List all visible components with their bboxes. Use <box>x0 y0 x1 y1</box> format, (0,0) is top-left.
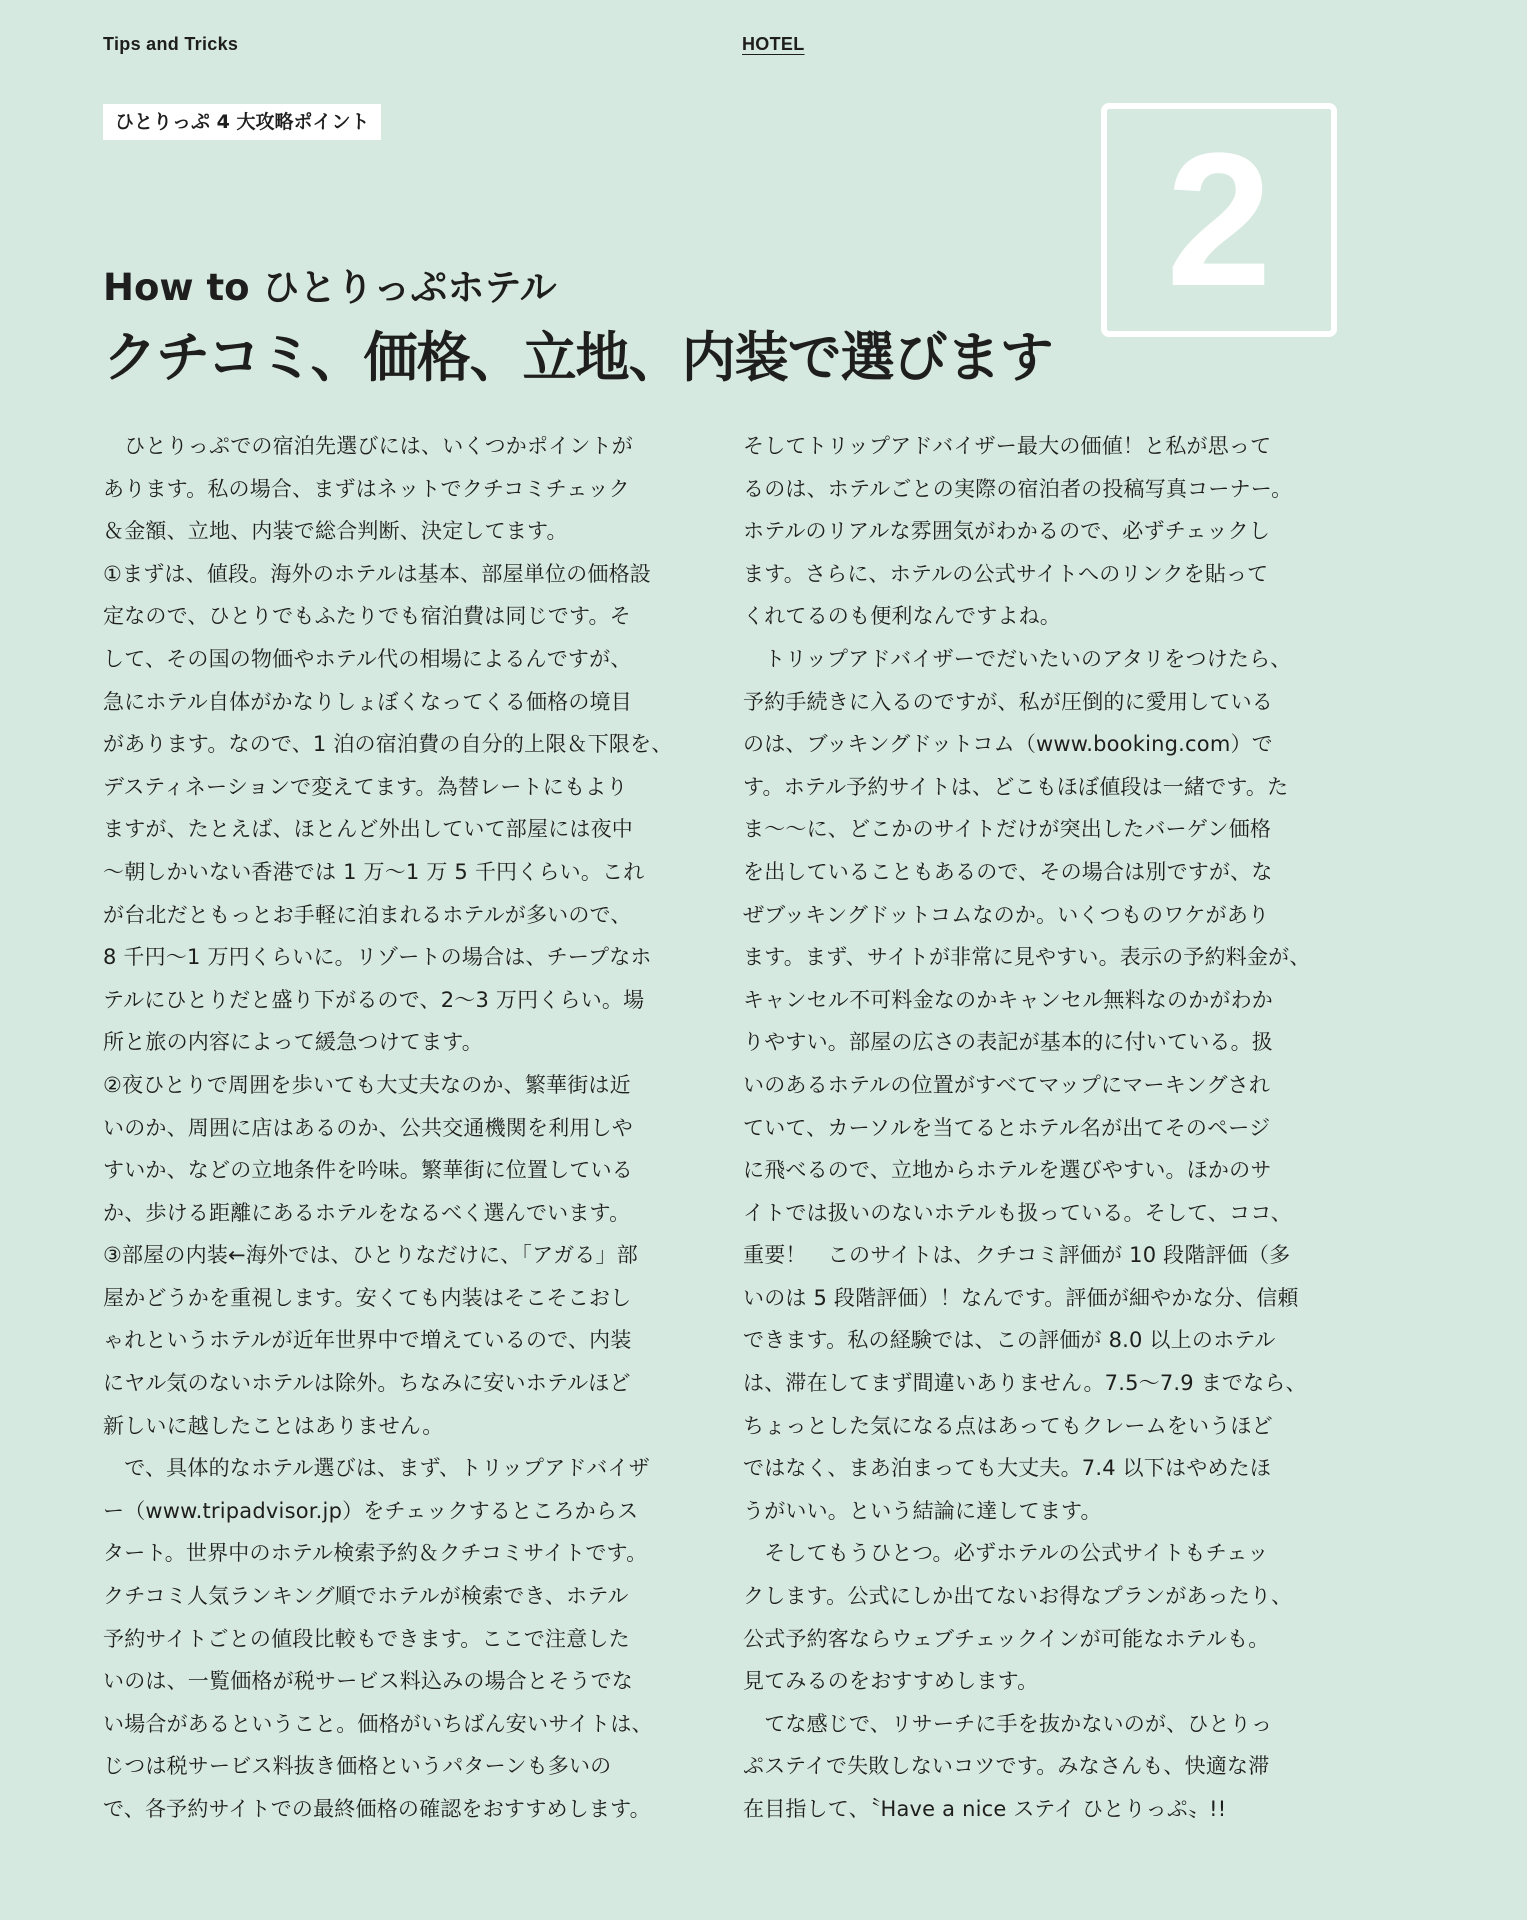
body-line: す。ホテル予約サイトは、どこもほぼ値段は一緒です。た <box>743 774 1289 799</box>
body-line: いのは 5 段階評価）！なんです。評価が細やかな分、信頼 <box>743 1285 1299 1310</box>
body-line: そしてもうひとつ。必ずホテルの公式サイトもチェッ <box>743 1541 1269 1566</box>
body-line: ますが、たとえば、ほとんど外出していて部屋には夜中 <box>103 817 633 842</box>
body-line: ま～～に、どこかのサイトだけが突出したバーゲン価格 <box>743 817 1272 842</box>
body-line: うがいい。という結論に達してます。 <box>743 1498 1102 1523</box>
body-column-right <box>743 425 1353 1831</box>
body-line: ー（www.tripadvisor.jp）をチェックするところからス <box>103 1498 639 1523</box>
body-line: ＆金額、立地、内装で総合判断、決定してます。 <box>103 519 568 544</box>
body-line: トリップアドバイザーでだいたいのアタリをつけたら、 <box>743 646 1292 671</box>
body-line: ぜブッキングドットコムなのか。いくつものワケがあり <box>743 902 1270 927</box>
body-line: いのは、一覧価格が税サービス料込みの場合とそうでな <box>103 1669 633 1694</box>
body-line: てな感じで、リサーチに手を抜かないのが、ひとりっ <box>743 1711 1273 1736</box>
body-line: ちょっとした気になる点はあってもクレームをいうほど <box>743 1413 1273 1438</box>
body-line: があります。なので、1 泊の宿泊費の自分的上限＆下限を、 <box>103 732 673 757</box>
body-line: 見てみるのをおすすめします。 <box>743 1669 1039 1694</box>
body-line: で、各予約サイトでの最終価格の確認をおすすめします。 <box>103 1797 651 1821</box>
body-line: い場合があるということ。価格がいちばん安いサイトは、 <box>103 1711 653 1736</box>
body-line: るのは、ホテルごとの実際の宿泊者の投稿写真コーナー。 <box>743 476 1293 501</box>
body-line: できます。私の経験では、この評価が 8.0 以上のホテル <box>743 1328 1276 1353</box>
body-line: が台北だともっとお手軽に泊まれるホテルが多いので、 <box>103 902 632 927</box>
article-title: クチコミ、価格、立地、内装で選びます <box>103 326 1053 389</box>
body-line: か、歩ける距離にあるホテルをなるべく選んでいます。 <box>103 1200 631 1225</box>
body-line: テルにひとりだと盛り下がるので、2～3 万円くらい。場 <box>103 987 645 1012</box>
body-line: ①まずは、値段。海外のホテルは基本、部屋単位の価格設 <box>103 561 651 586</box>
body-line: タート。世界中のホテル検索予約＆クチコミサイトです。 <box>103 1541 648 1566</box>
body-line: 新しいに越したことはありません。 <box>103 1413 444 1438</box>
point-number-box <box>1101 103 1337 337</box>
body-line: 予約サイトごとの値段比較もできます。ここで注意した <box>103 1626 630 1651</box>
body-line: 公式予約客ならウェブチェックインが可能なホテルも。 <box>743 1626 1270 1651</box>
body-line: じつは税サービス料抜き価格というパターンも多いの <box>103 1754 612 1779</box>
body-line: ひとりっぷでの宿泊先選びには、いくつかポイントが <box>103 434 633 458</box>
section-label: Tips and Tricks <box>103 34 239 54</box>
body-line: 定なので、ひとりでもふたりでも宿泊費は同じです。そ <box>103 604 631 629</box>
body-line: クします。公式にしか出てないお得なプランがあったり、 <box>743 1584 1293 1609</box>
body-line: は、滞在してまず間違いありません。7.5～7.9 までなら、 <box>743 1371 1307 1396</box>
body-line: くれてるのも便利なんですよね。 <box>743 604 1061 629</box>
body-line: 所と旅の内容によって緩急つけてます。 <box>103 1030 483 1055</box>
body-line: ゃれというホテルが近年世界中で増えているので、内装 <box>103 1328 632 1353</box>
body-line: ます。まず、サイトが非常に見やすい。表示の予約料金が、 <box>743 945 1311 970</box>
category-label: HOTEL <box>742 34 805 54</box>
body-line: ～朝しかいない香港では 1 万～1 万 5 千円くらい。これ <box>103 859 645 884</box>
body-line: あります。私の場合、まずはネットでクチコミチェック <box>103 476 630 501</box>
body-line: 重要！ このサイトは、クチコミ評価が 10 段階評価（多 <box>743 1243 1291 1268</box>
body-line: 屋かどうかを重視します。安くても内装はそこそこおし <box>103 1285 632 1310</box>
body-line: いのか、周囲に店はあるのか、公共交通機関を利用しや <box>103 1115 633 1140</box>
body-line: いのあるホテルの位置がすべてマップにマーキングされ <box>743 1072 1271 1097</box>
body-line: ぷステイで失敗しないコツです。みなさんも、快適な滞 <box>743 1754 1270 1779</box>
body-line: して、その国の物価やホテル代の相場によるんですが、 <box>103 646 632 671</box>
point-number: 2 <box>1166 114 1272 326</box>
body-line: にヤル気のないホテルは除外。ちなみに安いホテルほど <box>103 1371 631 1396</box>
body-line: デスティネーションで変えてます。為替レートにもより <box>103 774 628 799</box>
body-line: そしてトリップアドバイザー最大の価値！と私が思って <box>743 434 1272 458</box>
article-subtitle: How to ひとりっぷホテル <box>103 266 557 309</box>
body-line: を出していることもあるので、その場合は別ですが、な <box>743 859 1273 884</box>
body-line: のは、ブッキングドットコム（www.booking.com）で <box>743 732 1273 757</box>
body-line: すいか、などの立地条件を吟味。繁華街に位置している <box>103 1158 633 1183</box>
body-line: 在目指して、〝Have a nice ステイ ひとりっぷ〟!! <box>743 1797 1227 1821</box>
body-line: 予約手続きに入るのですが、私が圧倒的に愛用している <box>743 689 1273 714</box>
body-line: で、具体的なホテル選びは、まず、トリップアドバイザ <box>103 1456 650 1481</box>
body-line: イトでは扱いのないホテルも扱っている。そして、ココ、 <box>743 1200 1292 1225</box>
body-line: に飛べるので、立地からホテルを選びやすい。ほかのサ <box>743 1158 1272 1183</box>
body-line: ③部屋の内装←海外では、ひとりなだけに、「アガる」部 <box>103 1243 638 1268</box>
body-line: りやすい。部屋の広さの表記が基本的に付いている。扱 <box>743 1030 1273 1055</box>
body-line: ます。さらに、ホテルの公式サイトへのリンクを貼って <box>743 561 1269 586</box>
body-line: ていて、カーソルを当てるとホテル名が出てそのページ <box>743 1115 1271 1140</box>
body-line: ではなく、まあ泊まっても大丈夫。7.4 以下はやめたほ <box>743 1456 1272 1481</box>
body-line: ホテルのリアルな雰囲気がわかるので、必ずチェックし <box>743 519 1271 544</box>
body-line: 急にホテル自体がかなりしょぼくなってくる価格の境目 <box>103 689 632 714</box>
body-line: 8 千円～1 万円くらいに。リゾートの場合は、チープなホ <box>103 945 652 970</box>
body-line: ②夜ひとりで周囲を歩いても大丈夫なのか、繁華街は近 <box>103 1072 631 1097</box>
body-line: クチコミ人気ランキング順でホテルが検索でき、ホテル <box>103 1584 629 1609</box>
feature-badge: ひとりっぷ 4 大攻略ポイント <box>103 104 381 140</box>
body-line: キャンセル不可料金なのかキャンセル無料なのかがわか <box>743 987 1273 1012</box>
body-column-left <box>103 425 703 1831</box>
